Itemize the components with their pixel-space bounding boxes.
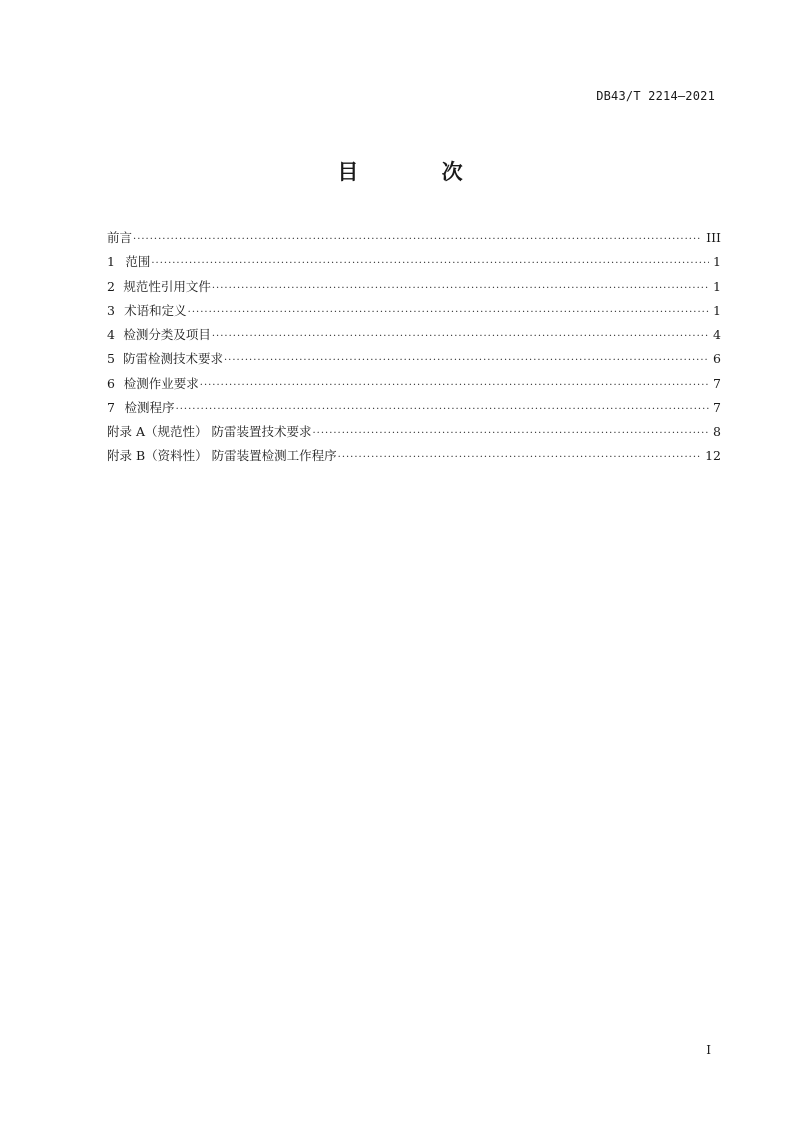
page-number: I (706, 1043, 711, 1057)
dot-leader (312, 422, 709, 446)
toc-entry-page: 7 (713, 399, 721, 415)
toc-entry-page: 1 (713, 302, 721, 318)
toc-entry-page: 4 (713, 327, 721, 342)
toc-entry-page: 7 (713, 375, 721, 391)
page-title: 目 次 (337, 160, 501, 184)
toc-entry-number: 7 (107, 399, 115, 415)
toc-entry-label: 检测程序 (124, 399, 175, 415)
toc-entry-label: 规范性引用文件 (123, 278, 211, 294)
dot-leader (224, 349, 709, 373)
toc-entry-page: 8 (713, 424, 721, 439)
toc-entry-number: 1 (107, 254, 115, 270)
toc-entry-number: 3 (107, 302, 115, 318)
toc-entry-scope[interactable] (107, 250, 721, 274)
toc-entry-label: 范围 (125, 254, 151, 270)
toc-entry-number: 6 (107, 375, 115, 391)
toc-entry-label: 检测作业要求 (123, 375, 199, 391)
toc-entry-page: 1 (713, 278, 721, 294)
toc-entry-number: 4 (107, 327, 115, 342)
toc-entry-classification[interactable] (107, 323, 721, 347)
toc-entry-procedure[interactable] (107, 396, 721, 420)
dot-leader (133, 228, 702, 252)
toc-entry-page: 1 (713, 254, 721, 270)
toc-entry-operation-requirements[interactable] (107, 372, 721, 396)
toc-entry-page: III (706, 230, 721, 245)
toc-entry-label: 附录 A（规范性） 防雷装置技术要求 (107, 424, 312, 439)
document-code: DB43/T 2214—2021 (596, 89, 715, 103)
toc-entry-terms-definitions[interactable] (107, 299, 721, 323)
toc-entry-label: 防雷检测技术要求 (122, 351, 223, 367)
toc-entry-normative-references[interactable] (107, 275, 721, 299)
dot-leader (188, 301, 709, 325)
toc-entry-number: 5 (107, 351, 115, 367)
toc-entry-technical-requirements[interactable] (107, 347, 721, 371)
toc-entry-number: 2 (107, 278, 115, 294)
toc-entry-label: 检测分类及项目 (123, 327, 211, 342)
dot-leader (338, 446, 701, 470)
dot-leader (212, 277, 709, 301)
dot-leader (176, 398, 709, 422)
dot-leader (200, 374, 709, 398)
toc-entry-page: 6 (713, 351, 721, 367)
toc-entry-foreword[interactable] (107, 226, 721, 250)
toc-entry-label: 前言 (107, 230, 133, 245)
dot-leader (212, 325, 709, 349)
toc-entry-page: 12 (705, 448, 721, 464)
toc-entry-label: 附录 B（资料性） 防雷装置检测工作程序 (107, 448, 337, 464)
toc-entry-appendix-a[interactable] (107, 420, 721, 444)
table-of-contents (107, 226, 721, 469)
dot-leader (151, 252, 709, 276)
toc-entry-label: 术语和定义 (124, 302, 187, 318)
toc-entry-appendix-b[interactable] (107, 444, 721, 468)
